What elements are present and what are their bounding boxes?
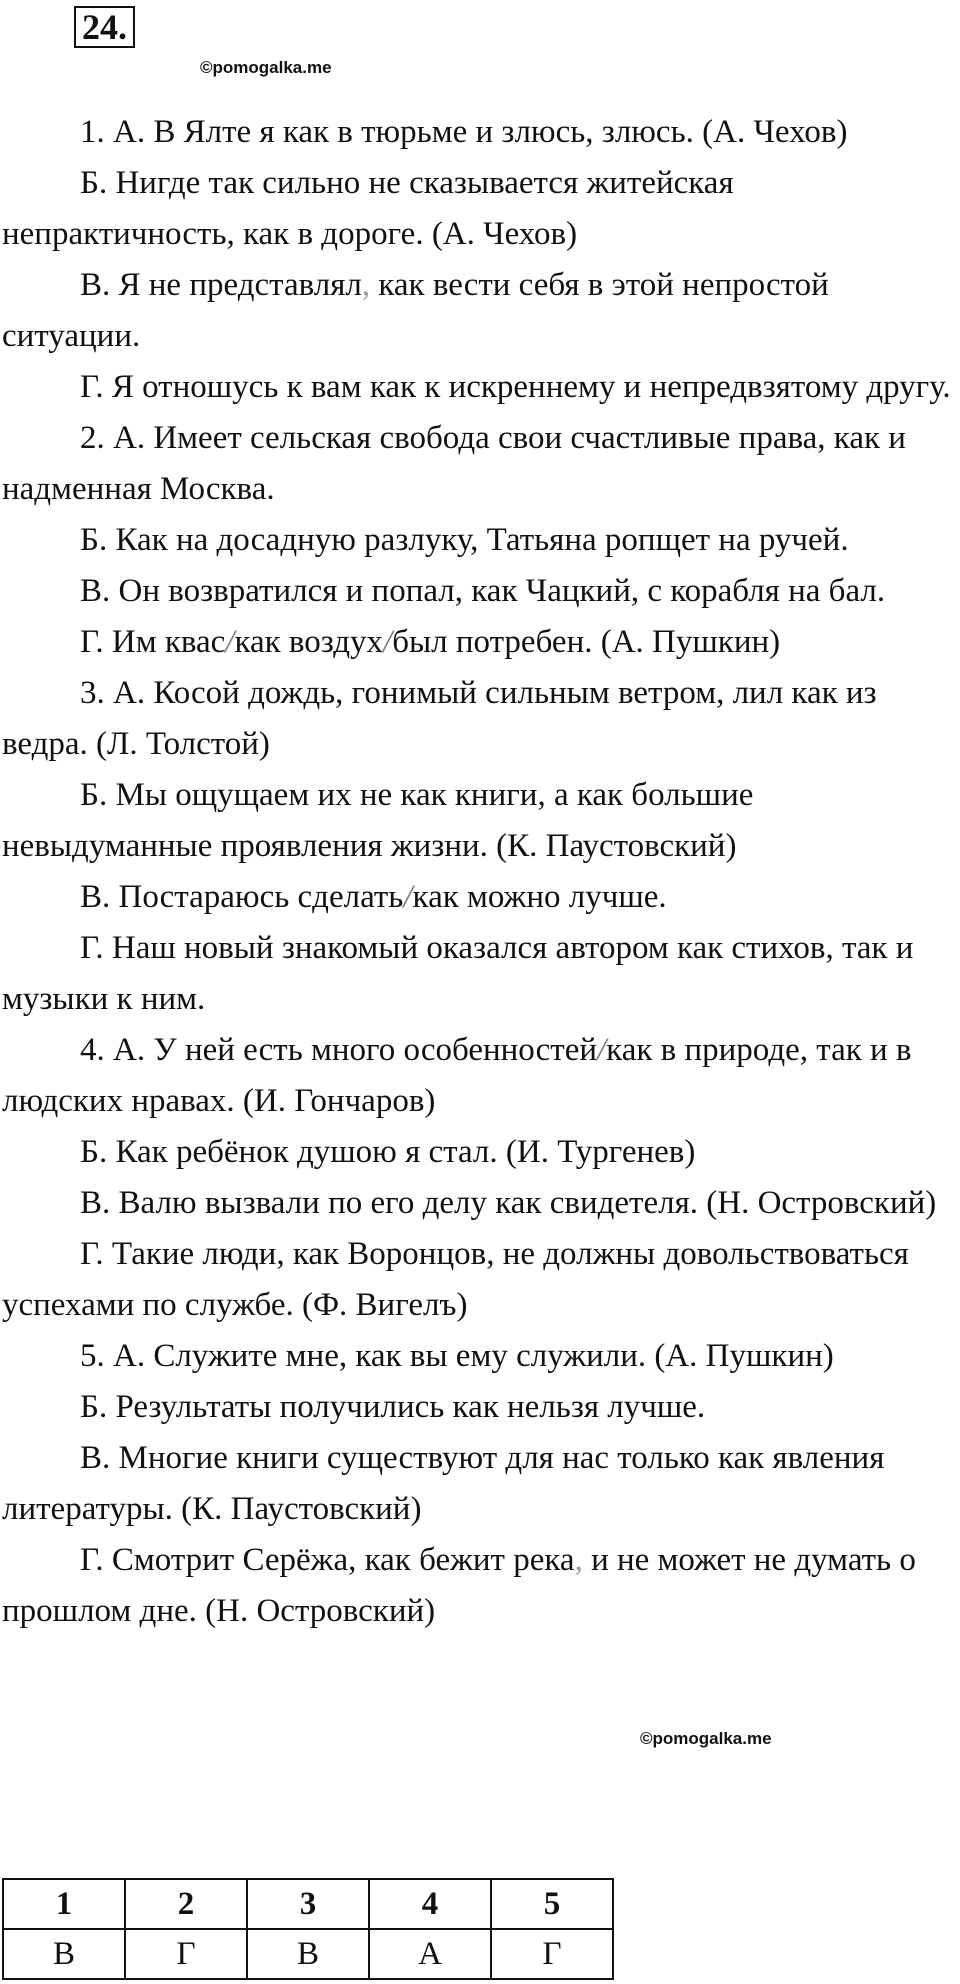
sentence-text: Г. Смотрит Серёжа, как бежит река [80, 1542, 575, 1578]
answer-header-cell: 2 [125, 1879, 247, 1929]
sentence-text: В. Валю вызвали по его делу как свидетеля. (Н. Островский) [80, 1185, 937, 1221]
marked-comma: , [574, 1542, 583, 1578]
marked-slash: / [383, 624, 393, 660]
sentence-text: В. Я не представлял [80, 267, 362, 303]
task-number: 24. [74, 6, 135, 48]
sentence-paragraph [2, 668, 958, 770]
sentence-paragraph [2, 158, 958, 260]
answer-value-cell: В [247, 1929, 369, 1979]
answer-table [2, 1878, 614, 1980]
sentence-paragraph [2, 923, 958, 1025]
sentence-text: Г. Наш новый знакомый оказался автором как стихов, так и музыки к ним. [2, 930, 914, 1017]
sentence-text: 2. А. Имеет сельская свобода свои счастливые права, как и надменная Москва. [2, 420, 906, 507]
sentence-text: 4. А. У ней есть много особенностей [80, 1032, 597, 1068]
marked-slash: / [403, 879, 413, 915]
sentence-text: как вести себя в этой непростой ситуации. [2, 267, 829, 354]
sentence-text: 3. А. Косой дождь, гонимый сильным ветром, лил как из ведра. (Л. Толстой) [2, 675, 877, 762]
answer-value-cell: Г [125, 1929, 247, 1979]
sentence-text: как в природе, так и в людских нравах. (И. Гончаров) [2, 1032, 912, 1119]
watermark-middle: ©pomogalka.me [640, 1729, 772, 1748]
sentence-paragraph [2, 1535, 958, 1637]
sentence-paragraph [2, 872, 958, 923]
watermark-top: ©pomogalka.me [200, 58, 332, 77]
sentence-text: Б. Как на досадную разлуку, Татьяна ропщет на ручей. [80, 522, 849, 558]
answer-table-header-row [3, 1879, 613, 1929]
sentence-text: и не может не думать о прошлом дне. (Н. Островский) [2, 1542, 916, 1629]
answer-header-cell: 1 [3, 1879, 125, 1929]
marked-slash: / [597, 1032, 607, 1068]
answer-value-cell: Г [491, 1929, 613, 1979]
sentence-paragraph [2, 260, 958, 362]
sentence-text: как можно лучше. [412, 879, 667, 915]
answer-table-value-row [3, 1929, 613, 1979]
sentence-paragraph [2, 1229, 958, 1331]
marked-slash: / [225, 624, 235, 660]
answer-value-cell: А [369, 1929, 491, 1979]
sentence-paragraph [2, 1025, 958, 1127]
sentence-text: Б. Результаты получились как нельзя лучше. [80, 1389, 706, 1425]
answer-value-cell: В [3, 1929, 125, 1979]
sentence-text: Б. Мы ощущаем их не как книги, а как большие невыдуманные проявления жизни. (К. Паустовский) [2, 777, 754, 864]
sentence-paragraph [2, 1331, 958, 1382]
sentence-paragraph [2, 362, 958, 413]
sentence-paragraph [2, 413, 958, 515]
answer-header-cell: 5 [491, 1879, 613, 1929]
sentence-text: Б. Как ребёнок душою я стал. (И. Тургенев) [80, 1134, 696, 1170]
sentence-text: Г. Я отношусь к вам как к искреннему и непредвзятому другу. [80, 369, 951, 405]
sentence-paragraph [2, 1382, 958, 1433]
sentence-text: Б. Нигде так сильно не сказывается житейская непрактичность, как в дороге. (А. Чехов) [2, 165, 734, 252]
sentence-paragraph [2, 515, 958, 566]
sentence-paragraph [2, 107, 958, 158]
sentence-text: 1. А. В Ялте я как в тюрьме и злюсь, злюсь. (А. Чехов) [80, 114, 848, 150]
sentence-text: как воздух [234, 624, 384, 660]
sentence-text: В. Многие книги существуют для нас только как явления литературы. (К. Паустовский) [2, 1440, 885, 1527]
sentence-text: В. Он возвратился и попал, как Чацкий, с корабля на бал. [80, 573, 886, 609]
sentence-paragraph [2, 617, 958, 668]
answer-header-cell: 3 [247, 1879, 369, 1929]
sentence-text: Г. Такие люди, как Воронцов, не должны довольствоваться успехами по службе. (Ф. Вигелъ) [2, 1236, 909, 1323]
marked-comma: , [361, 267, 371, 303]
sentence-paragraph [2, 1433, 958, 1535]
sentence-paragraph [2, 566, 958, 617]
sentence-text: 5. А. Служите мне, как вы ему служили. (А. Пушкин) [80, 1338, 834, 1374]
sentence-text: В. Постараюсь сделать [80, 879, 404, 915]
sentence-text: Г. Им квас [80, 624, 226, 660]
sentence-paragraph [2, 1127, 958, 1178]
sentence-paragraph [2, 770, 958, 872]
sentence-text: был потребен. (А. Пушкин) [392, 624, 781, 660]
answer-header-cell: 4 [369, 1879, 491, 1929]
exercise-text [2, 107, 958, 1637]
sentence-paragraph [2, 1178, 958, 1229]
